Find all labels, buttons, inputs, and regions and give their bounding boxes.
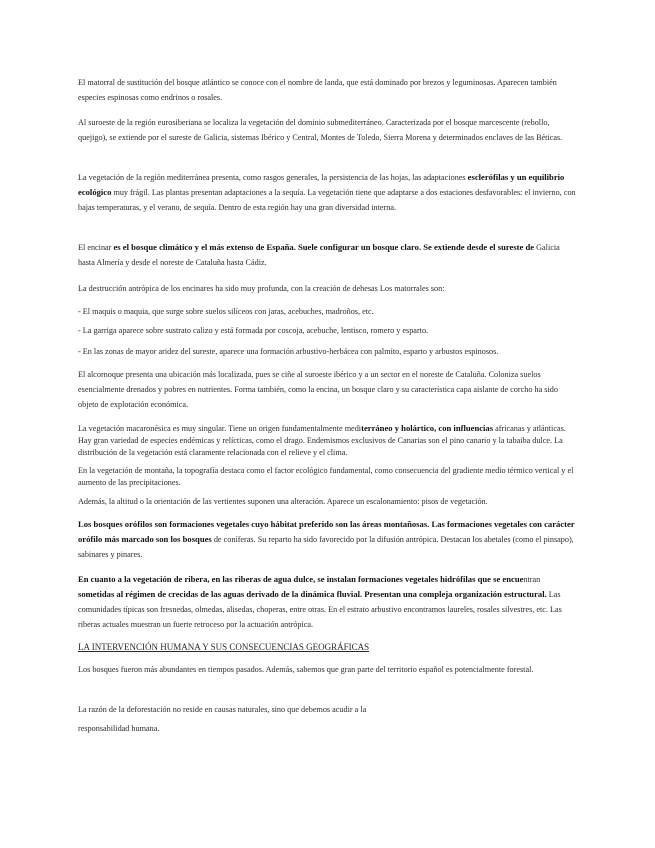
bold-run: esclerófilas y un equilibrio ecológico — [78, 172, 565, 197]
text-run: La vegetación de la región mediterránea presenta, como rasgos generales, la persistencia de las hojas, las adaptaciones — [78, 173, 468, 182]
text-run: Galicia hasta Almería y desde el noreste de Cataluña hasta Cádiz. — [78, 243, 560, 267]
paragraph-landa: El matorral de sustitución del bosque atlántico se conoce con el nombre de landa, que está dominado por brezos y leguminosas. Aparecen también especies espinosas como endrinos o rosales. — [78, 78, 557, 102]
paragraph-montana: En la vegetación de montaña, la topografía destaca como el factor ecológico fundamental, como consecuencia del gradiente medio térmico vertical y el aumento de las precipitaciones. — [78, 466, 574, 487]
bold-run: En cuanto a la vegetación de ribera, en las riberas de agua dulce, se instalan formaciones vegetales hidrófilas que se encue — [78, 574, 524, 584]
bold-run: Los bosques orófilos son formaciones vegetales cuyo hábitat preferido son las áreas montañosas. Las formaciones vegetales con carácter orófilo más marcado son los bosques — [78, 519, 575, 544]
paragraph-altitud: Además, la altitud o la orientación de las vertientes suponen una alteración. Aparece un escalonamiento: pisos de vegetación. — [78, 497, 488, 506]
paragraph-submediterraneo: Al suroeste de la región eurosiberiana se localiza la vegetación del dominio submediterráneo. Caracterizada por el bosque marcescente (rebollo, quejigo), se extiende por el sureste de Galicia, sistemas Ibérico y Central, Montes de Toledo, Sierra Morena y determinados enclaves de las Béticas. — [78, 118, 563, 142]
paragraph-bosques-pasados: Los bosques fueron más abundantes en tiempos pasados. Además, sabemos que gran parte del territorio español es potencialmente forestal. — [78, 665, 534, 674]
paragraph-destruccion: La destrucción antrópica de los encinares ha sido muy profunda, con la creación de dehesas Los matorrales son: — [78, 284, 445, 293]
text-run: africanas y atlánticas. Hay gran variedad de especies endémicas y relícticas, como el drago. Endemismos exclusivos de Canarias son el pino canario y la tabaiba dulce. La distribución de la vegetación está claramente relacionada con el relieve y el clima. — [78, 424, 566, 457]
list-item-maquis: - El maquis o maquia, que surge sobre suelos silíceos con jaras, acebuches, madroños, etc. — [78, 307, 374, 316]
paragraph-deforestacion: La razón de la deforestación no reside en causas naturales, sino que debemos acudir a la — [78, 705, 367, 714]
bold-run: terráneo y holártico, con influencias — [361, 423, 494, 433]
list-item-garriga: - La garriga aparece sobre sustrato calizo y está formada por coscoja, acebuche, lentisco, romero y esparto. — [78, 326, 429, 335]
paragraph-mediterranea — [78, 170, 578, 215]
paragraph-macaronesica — [78, 422, 578, 459]
paragraph-ribera — [78, 572, 578, 632]
text-run: La vegetación macaronésica es muy singular. Tiene un origen fundamentalmente medi — [78, 424, 362, 433]
text-run: de coníferas. Su reparto ha sido favorecido por la difusión antrópica. Destacan los abetales (como el pinsapo), sabinares y pinares. — [78, 535, 574, 559]
text-run: Las comunidades típicas son fresnedas, olmedas, alisedas, choperas, entre otras. En el estrato arbustivo encontramos laureles, rosales silvestres, etc. Las riberas actuales muestran un fuerte retroceso por la actuación antrópica. — [78, 590, 562, 629]
section-heading: LA INTERVENCIÓN HUMANA Y SUS CONSECUENCIAS GEOGRÁFICAS — [78, 642, 370, 652]
paragraph-orofilos — [78, 517, 578, 562]
text-run: El encinar — [78, 243, 114, 252]
paragraph-encinar — [78, 240, 578, 270]
text-run: muy frágil. Las plantas presentan adaptaciones a la sequía. La vegetación tiene que adaptarse a dos estaciones desfavorables: el invierno, con bajas temperaturas, y el verano, de sequía. Dentro de esta región hay una gran diversidad interna. — [78, 188, 576, 212]
paragraph-responsabilidad: responsabilidad humana. — [78, 724, 160, 733]
text-run: ntran — [523, 575, 541, 584]
paragraph-alcornoque: El alcornoque presenta una ubicación más localizada, pues se ciñe al suroeste ibérico y a un sector en el noreste de Cataluña. Coloniza suelos esencialmente drenados y pobres en nutrientes. Forma también, como la encina, un bosque claro y su característica capa aislante de corcho ha sido objeto de explotación económica. — [78, 370, 558, 409]
list-item-aridez: - En las zonas de mayor aridez del sureste, aparece una formación arbustivo-herbácea con palmito, esparto y arbustos espinosos. — [78, 347, 499, 356]
bold-run: es el bosque climático y el más extenso de España. Suele configurar un bosque claro. Se extiende desde el sureste de — [113, 242, 535, 252]
bold-run: sometidas al régimen de crecidas de las aguas derivado de la dinámica fluvial. Presentan una compleja organización estructural. — [78, 589, 547, 599]
